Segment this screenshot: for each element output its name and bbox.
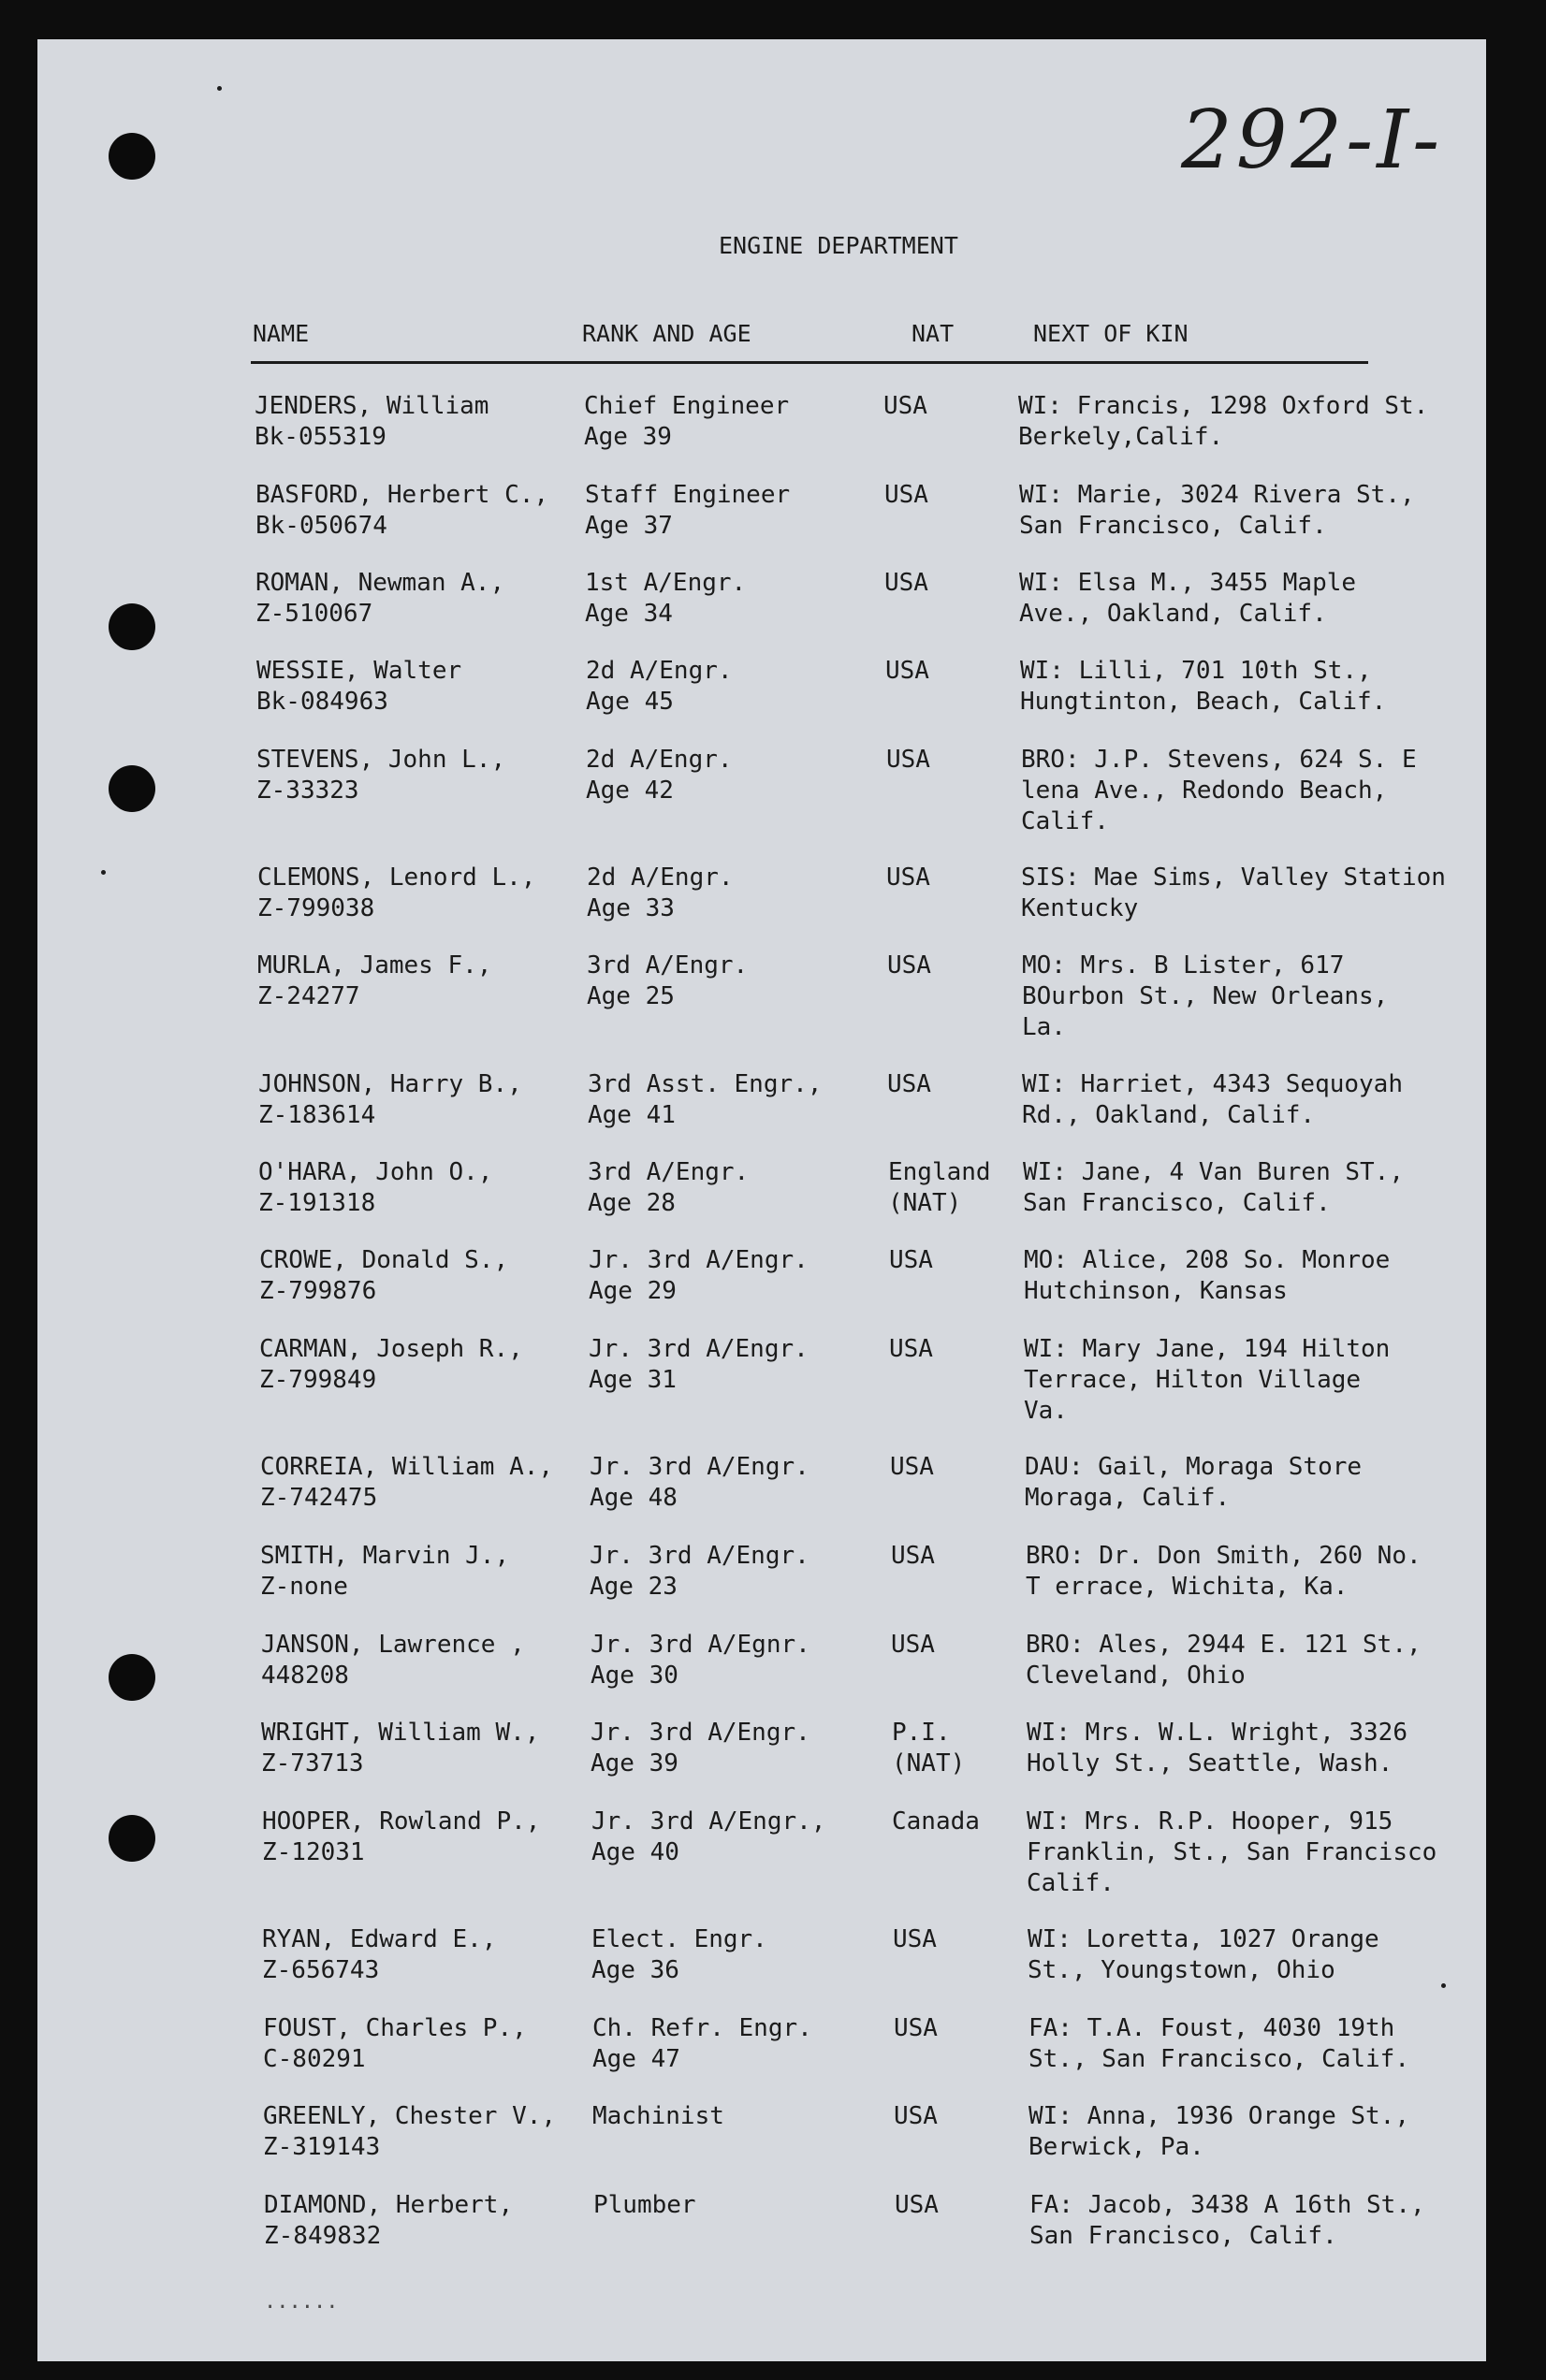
crew-name: [259, 1245, 508, 1307]
crew-name: [255, 568, 504, 630]
crew-name-line: Z-742475: [260, 1484, 378, 1512]
crew-next-of-kin: [1021, 745, 1417, 837]
crew-next-of-kin-line: Kentucky: [1021, 894, 1139, 922]
crew-name-line: FOUST, Charles P.,: [263, 2014, 527, 2042]
punch-hole: [109, 1815, 155, 1862]
crew-name-line: O'HARA, John O.,: [258, 1158, 493, 1186]
crew-name-line: ROMAN, Newman A.,: [255, 569, 505, 597]
crew-next-of-kin-line: FA: T.A. Foust, 4030 19th: [1028, 2014, 1395, 2042]
crew-name-line: Z-799038: [257, 894, 375, 922]
crew-nationality-line: USA: [887, 951, 931, 980]
crew-nationality-line: USA: [886, 863, 930, 892]
crew-rank-age-line: Age 29: [589, 1277, 677, 1305]
crew-rank-age-line: Chief Engineer: [584, 392, 790, 420]
crew-name: [255, 480, 548, 542]
crew-next-of-kin-line: BRO: Dr. Don Smith, 260 No.: [1026, 1542, 1422, 1570]
crew-nationality-line: USA: [883, 392, 927, 420]
crew-rank-age-line: Age 42: [586, 776, 674, 805]
crew-nationality: [892, 1807, 980, 1837]
crew-rank-age: [587, 951, 748, 1012]
crew-next-of-kin-line: WI: Mary Jane, 194 Hilton: [1024, 1335, 1391, 1363]
crew-nationality: [892, 1718, 965, 1779]
crew-name: [260, 1452, 553, 1514]
crew-next-of-kin: [1028, 1924, 1379, 1986]
crew-rank-age-line: 1st A/Engr.: [585, 569, 747, 597]
crew-next-of-kin-line: WI: Francis, 1298 Oxford St.: [1018, 392, 1429, 420]
crew-nationality: [890, 1452, 934, 1483]
crew-next-of-kin-line: Berkely,Calif.: [1018, 423, 1224, 451]
crew-rank-age: [593, 2190, 696, 2221]
crew-rank-age: [591, 1924, 767, 1986]
crew-next-of-kin-line: BOurbon St., New Orleans,: [1022, 982, 1389, 1010]
crew-next-of-kin-line: Rd., Oakland, Calif.: [1022, 1101, 1316, 1129]
crew-nationality-line: USA: [890, 1453, 934, 1481]
crew-name-line: Z-656743: [262, 1956, 380, 1984]
crew-nationality-line: USA: [894, 2014, 938, 2042]
crew-name-line: CARMAN, Joseph R.,: [259, 1335, 523, 1363]
crew-rank-age-line: Age 37: [585, 512, 673, 540]
crew-rank-age-line: 2d A/Engr.: [587, 863, 734, 892]
crew-nationality: [894, 2101, 938, 2132]
crew-name-line: Z-191318: [258, 1189, 376, 1217]
crew-next-of-kin-line: BRO: J.P. Stevens, 624 S. E: [1021, 746, 1417, 774]
department-title: ENGINE DEPARTMENT: [719, 232, 958, 259]
paper-speck: [1441, 1983, 1446, 1988]
crew-name: [261, 1718, 539, 1779]
crew-name-line: JANSON, Lawrence ,: [261, 1631, 525, 1659]
punch-hole: [109, 133, 155, 180]
crew-rank-age-line: Elect. Engr.: [591, 1925, 767, 1953]
crew-name-line: DIAMOND, Herbert,: [264, 2191, 514, 2219]
crew-name: [263, 2013, 527, 2075]
crew-next-of-kin-line: Cleveland, Ohio: [1026, 1662, 1246, 1690]
crew-next-of-kin-line: Terrace, Hilton Village: [1024, 1366, 1362, 1394]
crew-next-of-kin-line: San Francisco, Calif.: [1029, 2222, 1337, 2250]
crew-next-of-kin: [1019, 568, 1356, 630]
crew-rank-age-line: 3rd A/Engr.: [588, 1158, 750, 1186]
crew-nationality: [884, 568, 928, 599]
crew-rank-age-line: Staff Engineer: [585, 481, 791, 509]
crew-next-of-kin: [1028, 2101, 1409, 2163]
crew-rank-age-line: Age 45: [586, 688, 674, 716]
crew-next-of-kin-line: La.: [1022, 1013, 1066, 1041]
crew-name: [259, 1334, 523, 1396]
crew-next-of-kin-line: Va.: [1024, 1397, 1068, 1425]
crew-name: [263, 2101, 556, 2163]
crew-name-line: Bk-050674: [255, 512, 387, 540]
crew-name: [262, 1924, 496, 1986]
crew-rank-age: [589, 1334, 809, 1396]
crew-nationality-line: USA: [887, 1070, 931, 1098]
crew-next-of-kin-line: WI: Jane, 4 Van Buren ST.,: [1023, 1158, 1404, 1186]
crew-rank-age-line: Age 40: [591, 1838, 679, 1866]
header-next-of-kin: NEXT OF KIN: [1033, 320, 1189, 347]
crew-nationality: [885, 656, 929, 687]
crew-name-line: Z-849832: [264, 2222, 382, 2250]
crew-rank-age: [590, 1541, 809, 1603]
crew-rank-age: [586, 745, 733, 806]
crew-rank-age-line: Age 28: [588, 1189, 676, 1217]
crew-next-of-kin-line: St., San Francisco, Calif.: [1028, 2045, 1409, 2073]
crew-next-of-kin-line: BRO: Ales, 2944 E. 121 St.,: [1026, 1631, 1422, 1659]
crew-nationality-line: USA: [891, 1542, 935, 1570]
crew-name-line: CROWE, Donald S.,: [259, 1246, 509, 1274]
crew-next-of-kin-line: San Francisco, Calif.: [1023, 1189, 1331, 1217]
paper-speck: [101, 870, 106, 875]
crew-nationality: [891, 1541, 935, 1572]
crew-rank-age-line: 3rd Asst. Engr.,: [588, 1070, 823, 1098]
crew-next-of-kin-line: DAU: Gail, Moraga Store: [1025, 1453, 1363, 1481]
crew-next-of-kin-line: Moraga, Calif.: [1025, 1484, 1231, 1512]
crew-name-line: Z-73713: [261, 1749, 364, 1778]
crew-rank-age-line: 2d A/Engr.: [586, 657, 733, 685]
crew-next-of-kin-line: Franklin, St., San Francisco: [1027, 1838, 1437, 1866]
crew-rank-age-line: Age 36: [591, 1956, 679, 1984]
crew-rank-age: [588, 1069, 822, 1131]
crew-rank-age-line: Age 23: [590, 1573, 678, 1601]
crew-name-line: RYAN, Edward E.,: [262, 1925, 497, 1953]
crew-next-of-kin: [1027, 1718, 1407, 1779]
crew-name: [260, 1541, 509, 1603]
crew-name: [262, 1807, 540, 1868]
crew-rank-age: [592, 2013, 812, 2075]
crew-nationality-line: USA: [893, 1925, 937, 1953]
crew-name-line: Z-183614: [258, 1101, 376, 1129]
crew-name: [261, 1630, 525, 1691]
crew-name: [258, 1069, 522, 1131]
crew-rank-age: [588, 1157, 749, 1219]
crew-nationality-line: USA: [889, 1335, 933, 1363]
crew-next-of-kin-line: Calif.: [1027, 1869, 1115, 1897]
crew-name-line: CORREIA, William A.,: [260, 1453, 554, 1481]
crew-name-line: WESSIE, Walter: [256, 657, 462, 685]
crew-rank-age: [587, 863, 734, 924]
crew-name-line: GREENLY, Chester V.,: [263, 2102, 557, 2130]
crew-name-line: Z-12031: [262, 1838, 365, 1866]
crew-name: [256, 745, 505, 806]
crew-next-of-kin-line: WI: Mrs. R.P. Hooper, 915: [1027, 1807, 1393, 1836]
crew-rank-age-line: Jr. 3rd A/Engr.,: [591, 1807, 826, 1836]
crew-name-line: CLEMONS, Lenord L.,: [257, 863, 536, 892]
crew-next-of-kin-line: Ave., Oakland, Calif.: [1019, 600, 1327, 628]
crew-nationality-line: Canada: [892, 1807, 980, 1836]
header-rule: [251, 361, 1368, 364]
crew-nationality-line: USA: [884, 569, 928, 597]
crew-nationality: [886, 863, 930, 893]
crew-name-line: Bk-055319: [255, 423, 386, 451]
crew-rank-age-line: Age 39: [584, 423, 672, 451]
crew-nationality: [894, 2013, 938, 2044]
crew-name-line: Z-24277: [257, 982, 360, 1010]
crew-next-of-kin: [1026, 1541, 1422, 1603]
punch-hole: [109, 765, 155, 812]
crew-nationality-line: USA: [894, 2102, 938, 2130]
crew-nationality-line: USA: [895, 2191, 939, 2219]
crew-nationality: [889, 1334, 933, 1365]
crew-next-of-kin: [1025, 1452, 1362, 1514]
header-nationality: NAT: [912, 320, 955, 347]
crew-next-of-kin: [1027, 1807, 1437, 1899]
crew-name-line: HOOPER, Rowland P.,: [262, 1807, 541, 1836]
crew-rank-age: [591, 1807, 825, 1868]
crew-nationality: [887, 951, 931, 981]
crew-name: [257, 863, 535, 924]
crew-name-line: Z-510067: [255, 600, 373, 628]
crew-next-of-kin: [1021, 863, 1446, 924]
crew-name: [264, 2190, 513, 2252]
crew-rank-age: [589, 1245, 809, 1307]
crew-next-of-kin: [1028, 2013, 1409, 2075]
crew-next-of-kin: [1029, 2190, 1425, 2252]
crew-rank-age-line: Jr. 3rd A/Engr.: [590, 1542, 809, 1570]
crew-name-line: STEVENS, John L.,: [256, 746, 506, 774]
crew-nationality: [884, 480, 928, 511]
crew-nationality-line: USA: [891, 1631, 935, 1659]
crew-name-line: WRIGHT, William W.,: [261, 1719, 540, 1747]
crew-next-of-kin-line: MO: Mrs. B Lister, 617: [1022, 951, 1345, 980]
crew-next-of-kin-line: MO: Alice, 208 So. Monroe: [1024, 1246, 1391, 1274]
crew-next-of-kin: [1023, 1157, 1404, 1219]
crew-nationality-line: USA: [885, 657, 929, 685]
crew-name-line: Bk-084963: [256, 688, 388, 716]
crew-nationality: [891, 1630, 935, 1661]
punch-hole: [109, 1654, 155, 1701]
crew-rank-age-line: 2d A/Engr.: [586, 746, 733, 774]
crew-rank-age: [591, 1630, 810, 1691]
crew-rank-age-line: Age 34: [585, 600, 673, 628]
crew-nationality-line: (NAT): [892, 1749, 966, 1778]
crew-rank-age-line: Age 25: [587, 982, 675, 1010]
crew-name: [256, 656, 461, 718]
crew-next-of-kin-line: WI: Harriet, 4343 Sequoyah: [1022, 1070, 1403, 1098]
crew-rank-age: [584, 391, 789, 453]
crew-rank-age-line: Age 30: [591, 1662, 678, 1690]
crew-nationality-line: USA: [886, 746, 930, 774]
crew-next-of-kin-line: WI: Elsa M., 3455 Maple: [1019, 569, 1357, 597]
crew-name-line: C-80291: [263, 2045, 366, 2073]
crew-rank-age-line: Jr. 3rd A/Engr.: [589, 1335, 809, 1363]
footer-smudge-text: ......: [264, 2290, 339, 2314]
crew-name-line: BASFORD, Herbert C.,: [255, 481, 549, 509]
crew-rank-age: [585, 480, 790, 542]
crew-rank-age-line: Age 33: [587, 894, 675, 922]
crew-next-of-kin-line: San Francisco, Calif.: [1019, 512, 1327, 540]
crew-next-of-kin-line: WI: Mrs. W.L. Wright, 3326: [1027, 1719, 1407, 1747]
crew-name-line: SMITH, Marvin J.,: [260, 1542, 510, 1570]
crew-name: [255, 391, 489, 453]
crew-nationality: [888, 1157, 991, 1219]
crew-nationality-line: (NAT): [888, 1189, 962, 1217]
crew-nationality: [895, 2190, 939, 2221]
punch-hole: [109, 603, 155, 650]
crew-rank-age-line: Jr. 3rd A/Engr.: [591, 1719, 810, 1747]
crew-next-of-kin: [1019, 480, 1415, 542]
crew-rank-age-line: Jr. 3rd A/Engr.: [589, 1246, 809, 1274]
crew-next-of-kin-line: SIS: Mae Sims, Valley Station: [1021, 863, 1446, 892]
crew-next-of-kin-line: Hungtinton, Beach, Calif.: [1020, 688, 1387, 716]
crew-next-of-kin-line: St., Youngstown, Ohio: [1028, 1956, 1335, 1984]
crew-next-of-kin-line: WI: Marie, 3024 Rivera St.,: [1019, 481, 1415, 509]
crew-rank-age-line: Ch. Refr. Engr.: [592, 2014, 812, 2042]
crew-nationality: [886, 745, 930, 776]
crew-next-of-kin: [1022, 951, 1388, 1043]
crew-next-of-kin-line: lena Ave., Redondo Beach,: [1021, 776, 1388, 805]
crew-next-of-kin-line: WI: Loretta, 1027 Orange: [1028, 1925, 1379, 1953]
header-name: NAME: [253, 320, 310, 347]
crew-nationality: [887, 1069, 931, 1100]
crew-next-of-kin: [1018, 391, 1428, 453]
crew-rank-age-line: Machinist: [592, 2102, 724, 2130]
crew-nationality-line: England: [888, 1158, 991, 1186]
crew-next-of-kin-line: FA: Jacob, 3438 A 16th St.,: [1029, 2191, 1425, 2219]
crew-rank-age: [590, 1452, 809, 1514]
crew-next-of-kin: [1022, 1069, 1403, 1131]
crew-rank-age-line: Age 41: [588, 1101, 676, 1129]
crew-next-of-kin: [1024, 1334, 1390, 1427]
crew-rank-age: [592, 2101, 724, 2132]
crew-rank-age: [591, 1718, 810, 1779]
crew-name-line: Z-799849: [259, 1366, 377, 1394]
crew-nationality: [889, 1245, 933, 1276]
crew-name: [258, 1157, 492, 1219]
crew-nationality: [893, 1924, 937, 1955]
crew-next-of-kin-line: Hutchinson, Kansas: [1024, 1277, 1288, 1305]
crew-rank-age-line: Age 31: [589, 1366, 677, 1394]
crew-rank-age-line: Age 47: [592, 2045, 680, 2073]
header-rank-age: RANK AND AGE: [582, 320, 751, 347]
crew-next-of-kin-line: T errace, Wichita, Ka.: [1026, 1573, 1349, 1601]
crew-next-of-kin: [1024, 1245, 1390, 1307]
crew-name-line: Z-799876: [259, 1277, 377, 1305]
paper-speck: [217, 86, 222, 91]
crew-name-line: MURLA, James F.,: [257, 951, 492, 980]
crew-name-line: JENDERS, William: [255, 392, 489, 420]
crew-name-line: 448208: [261, 1662, 349, 1690]
crew-next-of-kin-line: WI: Lilli, 701 10th St.,: [1020, 657, 1372, 685]
crew-rank-age-line: Jr. 3rd A/Egnr.: [591, 1631, 810, 1659]
crew-name-line: Z-319143: [263, 2133, 381, 2161]
handwritten-page-number: 292-I-: [1181, 94, 1444, 187]
crew-rank-age-line: Age 48: [590, 1484, 678, 1512]
crew-rank-age-line: 3rd A/Engr.: [587, 951, 749, 980]
crew-next-of-kin: [1026, 1630, 1422, 1691]
crew-name: [257, 951, 491, 1012]
crew-next-of-kin: [1020, 656, 1386, 718]
crew-name-line: JOHNSON, Harry B.,: [258, 1070, 522, 1098]
crew-nationality-line: USA: [884, 481, 928, 509]
crew-next-of-kin-line: Berwick, Pa.: [1028, 2133, 1204, 2161]
crew-rank-age: [585, 568, 746, 630]
crew-nationality-line: P.I.: [892, 1719, 951, 1747]
crew-next-of-kin-line: Calif.: [1021, 807, 1109, 835]
crew-rank-age: [586, 656, 733, 718]
crew-rank-age-line: Jr. 3rd A/Engr.: [590, 1453, 809, 1481]
crew-nationality: [883, 391, 927, 422]
crew-name-line: Z-33323: [256, 776, 359, 805]
crew-next-of-kin-line: WI: Anna, 1936 Orange St.,: [1028, 2102, 1409, 2130]
crew-name-line: Z-none: [260, 1573, 348, 1601]
crew-nationality-line: USA: [889, 1246, 933, 1274]
crew-next-of-kin-line: Holly St., Seattle, Wash.: [1027, 1749, 1393, 1778]
crew-rank-age-line: Plumber: [593, 2191, 696, 2219]
crew-rank-age-line: Age 39: [591, 1749, 678, 1778]
